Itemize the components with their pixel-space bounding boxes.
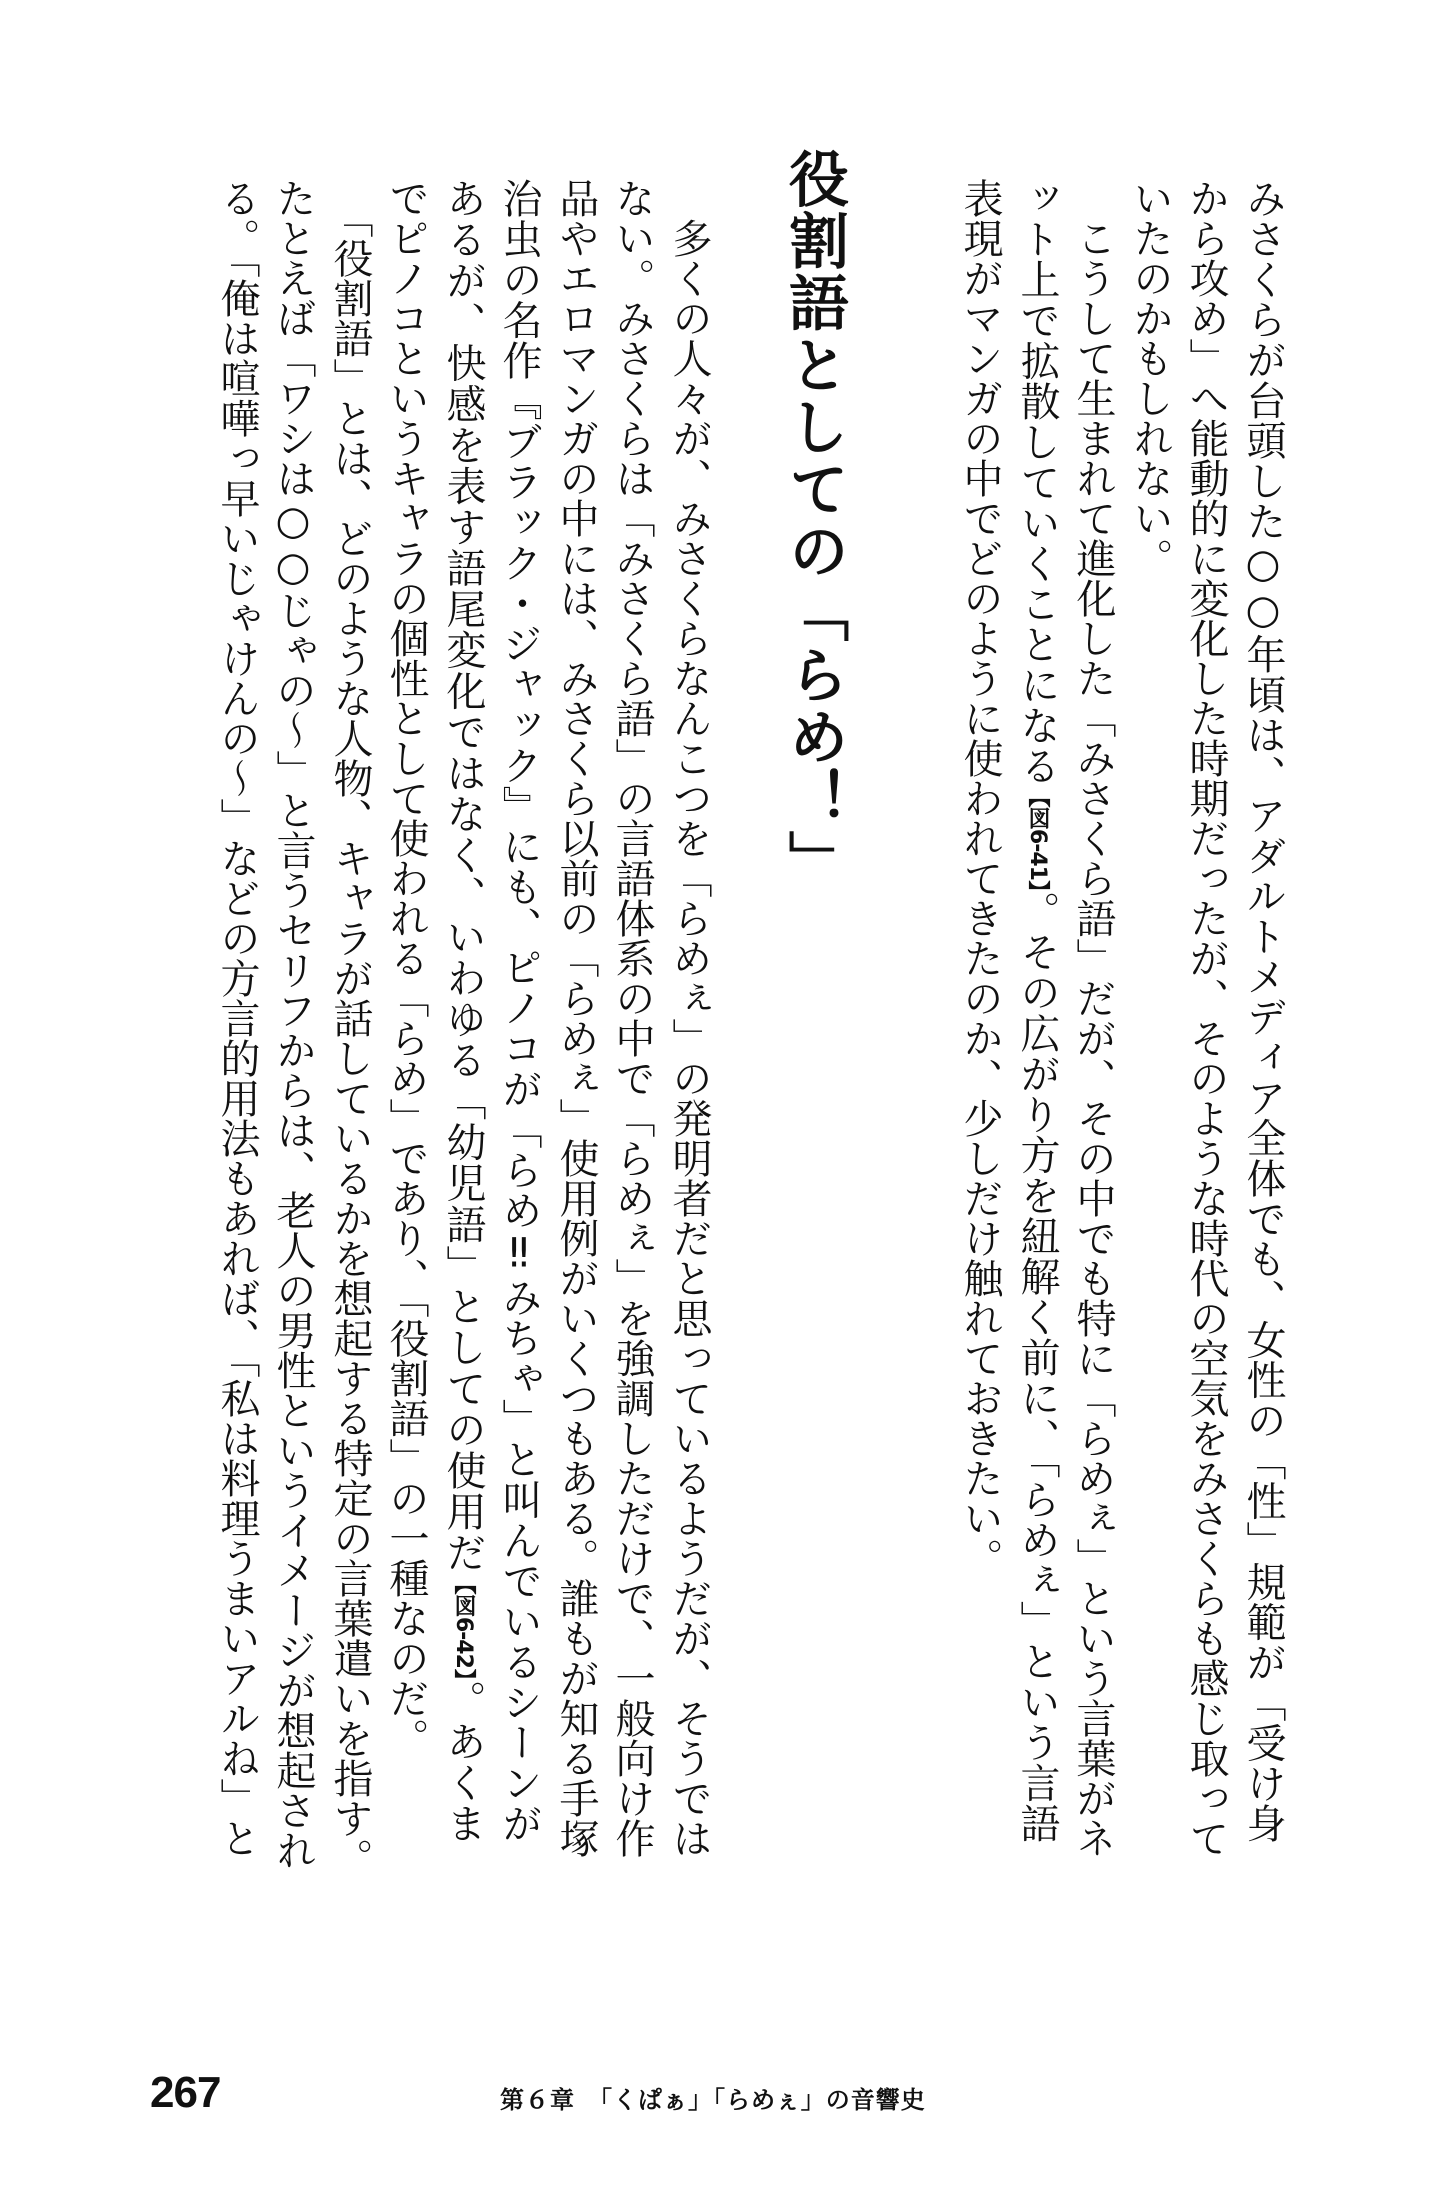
- figure-reference: 【図6-42】: [451, 1572, 476, 1680]
- text-segment: あるが、快感を表す語尾変化ではなく、いわゆる「幼児語」としての使用だ: [440, 178, 486, 1573]
- section-heading: 役割語としての「らめ！」: [779, 148, 849, 892]
- body-column-3: いたのかもしれない。: [1127, 178, 1173, 578]
- body-column-1: みさくらが台頭した○○年頃は、アダルトメディア全体でも、女性の「性」規範が「受け身: [1240, 178, 1286, 1843]
- body-column-4: こうして生まれて進化した「みさくら語」だが、その中でも特に「らめぇ」という言葉がネ: [1070, 178, 1116, 1858]
- body-column-15: る。「俺は喧嘩っ早いじゃけんの〜」などの方言的用法もあれば、「私は料理うまいアルね」と: [214, 178, 260, 1858]
- figure-reference: 【図6-41】: [1025, 785, 1050, 891]
- body-column-5: [1009, 178, 1065, 1843]
- body-column-11: [435, 178, 491, 1843]
- body-column-14: たとえば「ワシは○○じゃの〜」と言うセリフからは、老人の男性というイメージが想起され: [270, 178, 316, 1870]
- text-segment: 。その広がり方を紐解く前に、「らめぇ」という言語: [1014, 891, 1060, 1844]
- text-segment: ット上で拡散していくことになる: [1014, 178, 1060, 786]
- running-head: 第６章 「くぱぁ」「らめぇ」の音響史: [500, 2086, 926, 2114]
- body-column-7: 多くの人々が、みさくらなんこつを「らめぇ」の発明者だと思っているようだが、そうでは: [666, 178, 712, 1858]
- body-column-9: 品やエロマンガの中には、みさくら以前の「らめぇ」使用例がいくつもある。誰もが知る手塚: [553, 178, 599, 1858]
- body-column-6: 表現がマンガの中でどのように使われてきたのか、少しだけ触れておきたい。: [957, 178, 1003, 1578]
- body-column-10: 治虫の名作『ブラック・ジャック』にも、ピノコが「らめ‼みちゃ」と叫んでいるシーンが: [496, 178, 542, 1843]
- text-segment: 。あくま: [440, 1679, 486, 1844]
- body-column-12: でピノコというキャラの個性として使われる「らめ」であり、「役割語」の一種なのだ。: [383, 178, 429, 1758]
- page-number: 267: [150, 2068, 221, 2117]
- body-column-13: 「役割語」とは、どのような人物、キャラが話しているかを想起する特定の言葉遣いを指す。: [327, 178, 373, 1878]
- body-column-2: から攻め」へ能動的に変化した時期だったが、そのような時代の空気をみさくらも感じ取って: [1183, 178, 1229, 1858]
- body-column-8: ない。みさくらは「みさくら語」の言語体系の中で「らめぇ」を強調しただけで、一般向け作: [609, 178, 655, 1858]
